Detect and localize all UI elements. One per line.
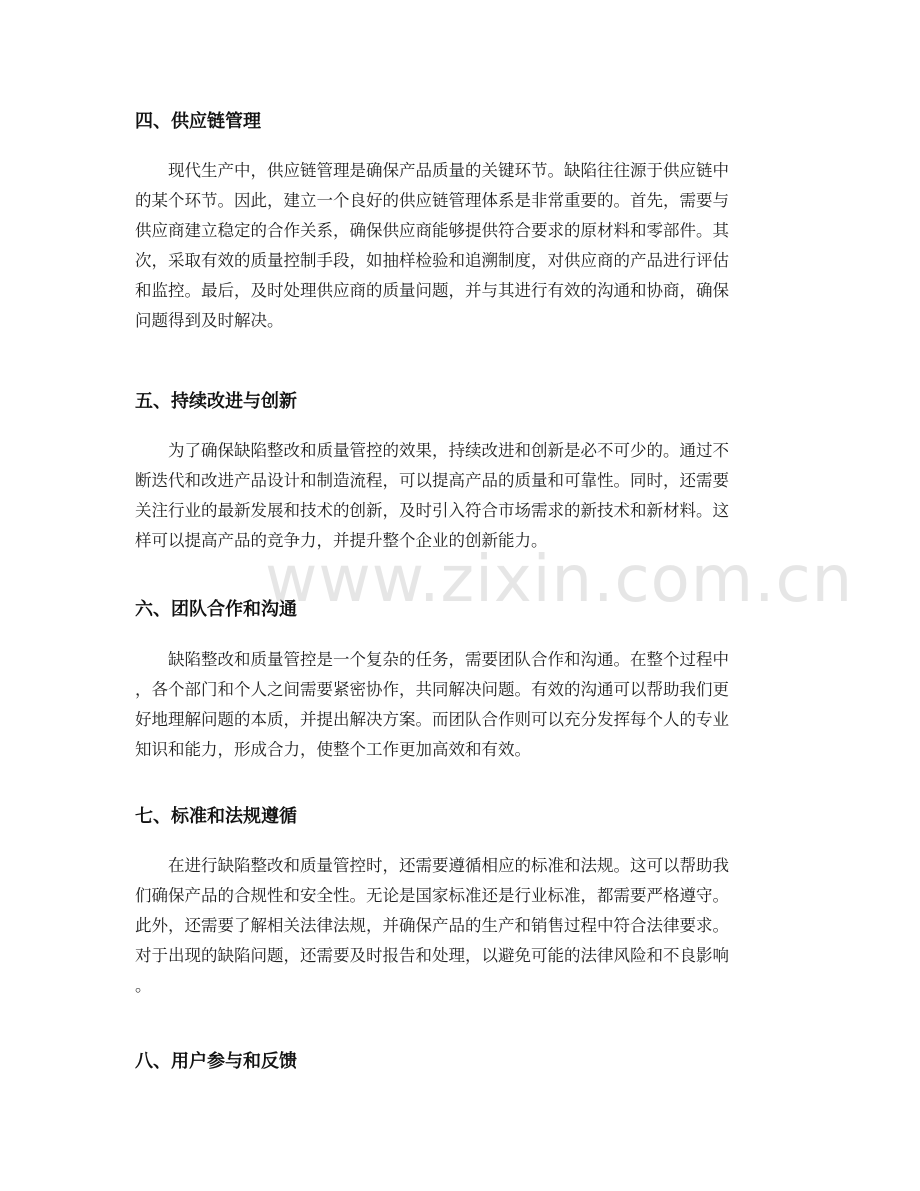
section-paragraph-standards xyxy=(135,851,795,1001)
paragraph-line: 对于出现的缺陷问题，还需要及时报告和处理，以避免可能的法律风险和不良影响 xyxy=(135,946,729,965)
paragraph-line: 问题得到及时解决。 xyxy=(135,311,284,330)
paragraph-line: 们确保产品的合规性和安全性。无论是国家标准还是行业标准，都需要严格遵守。 xyxy=(135,886,729,905)
paragraph-line: ，各个部门和个人之间需要紧密协作，共同解决问题。有效的沟通可以帮助我们更 xyxy=(135,680,729,699)
paragraph-line: 在进行缺陷整改和质量管控时，还需要遵循相应的标准和法规。这可以帮助我 xyxy=(135,856,729,875)
section-heading-improvement: 五、持续改进与创新 xyxy=(135,391,297,412)
paragraph-line: 此外，还需要了解相关法律法规，并确保产品的生产和销售过程中符合法律要求。 xyxy=(135,916,729,935)
section-paragraph-teamwork xyxy=(135,645,795,765)
paragraph-line: 供应商建立稳定的合作关系，确保供应商能够提供符合要求的原材料和零部件。其 xyxy=(135,221,729,240)
paragraph-line: 次，采取有效的质量控制手段，如抽样检验和追溯制度，对供应商的产品进行评估 xyxy=(135,251,729,270)
section-paragraph-improvement xyxy=(135,436,795,556)
paragraph-line: 样可以提高产品的竞争力，并提升整个企业的创新能力。 xyxy=(135,531,548,550)
paragraph-line: 断迭代和改进产品设计和制造流程，可以提高产品的质量和可靠性。同时，还需要 xyxy=(135,471,729,490)
watermark: www.zixin.com.cn xyxy=(265,543,854,617)
paragraph-line: 的某个环节。因此，建立一个良好的供应链管理体系是非常重要的。首先，需要与 xyxy=(135,191,729,210)
paragraph-line: 现代生产中，供应链管理是确保产品质量的关键环节。缺陷往往源于供应链中 xyxy=(135,161,729,180)
section-paragraph-supply-chain xyxy=(135,156,795,336)
paragraph-line: 知识和能力，形成合力，使整个工作更加高效和有效。 xyxy=(135,740,531,759)
section-heading-user-feedback: 八、用户参与和反馈 xyxy=(135,1051,297,1072)
section-heading-standards: 七、标准和法规遵循 xyxy=(135,806,297,827)
paragraph-line: 为了确保缺陷整改和质量管控的效果，持续改进和创新是必不可少的。通过不 xyxy=(135,441,729,460)
paragraph-line: 和监控。最后，及时处理供应商的质量问题，并与其进行有效的沟通和协商，确保 xyxy=(135,281,729,300)
section-heading-supply-chain: 四、供应链管理 xyxy=(135,111,261,132)
paragraph-line: 好地理解问题的本质，并提出解决方案。而团队合作则可以充分发挥每个人的专业 xyxy=(135,710,729,729)
paragraph-line: 关注行业的最新发展和技术的创新，及时引入符合市场需求的新技术和新材料。这 xyxy=(135,501,729,520)
section-heading-teamwork: 六、团队合作和沟通 xyxy=(135,599,297,620)
paragraph-line: 缺陷整改和质量管控是一个复杂的任务，需要团队合作和沟通。在整个过程中 xyxy=(135,650,729,669)
paragraph-line: 。 xyxy=(135,976,152,995)
